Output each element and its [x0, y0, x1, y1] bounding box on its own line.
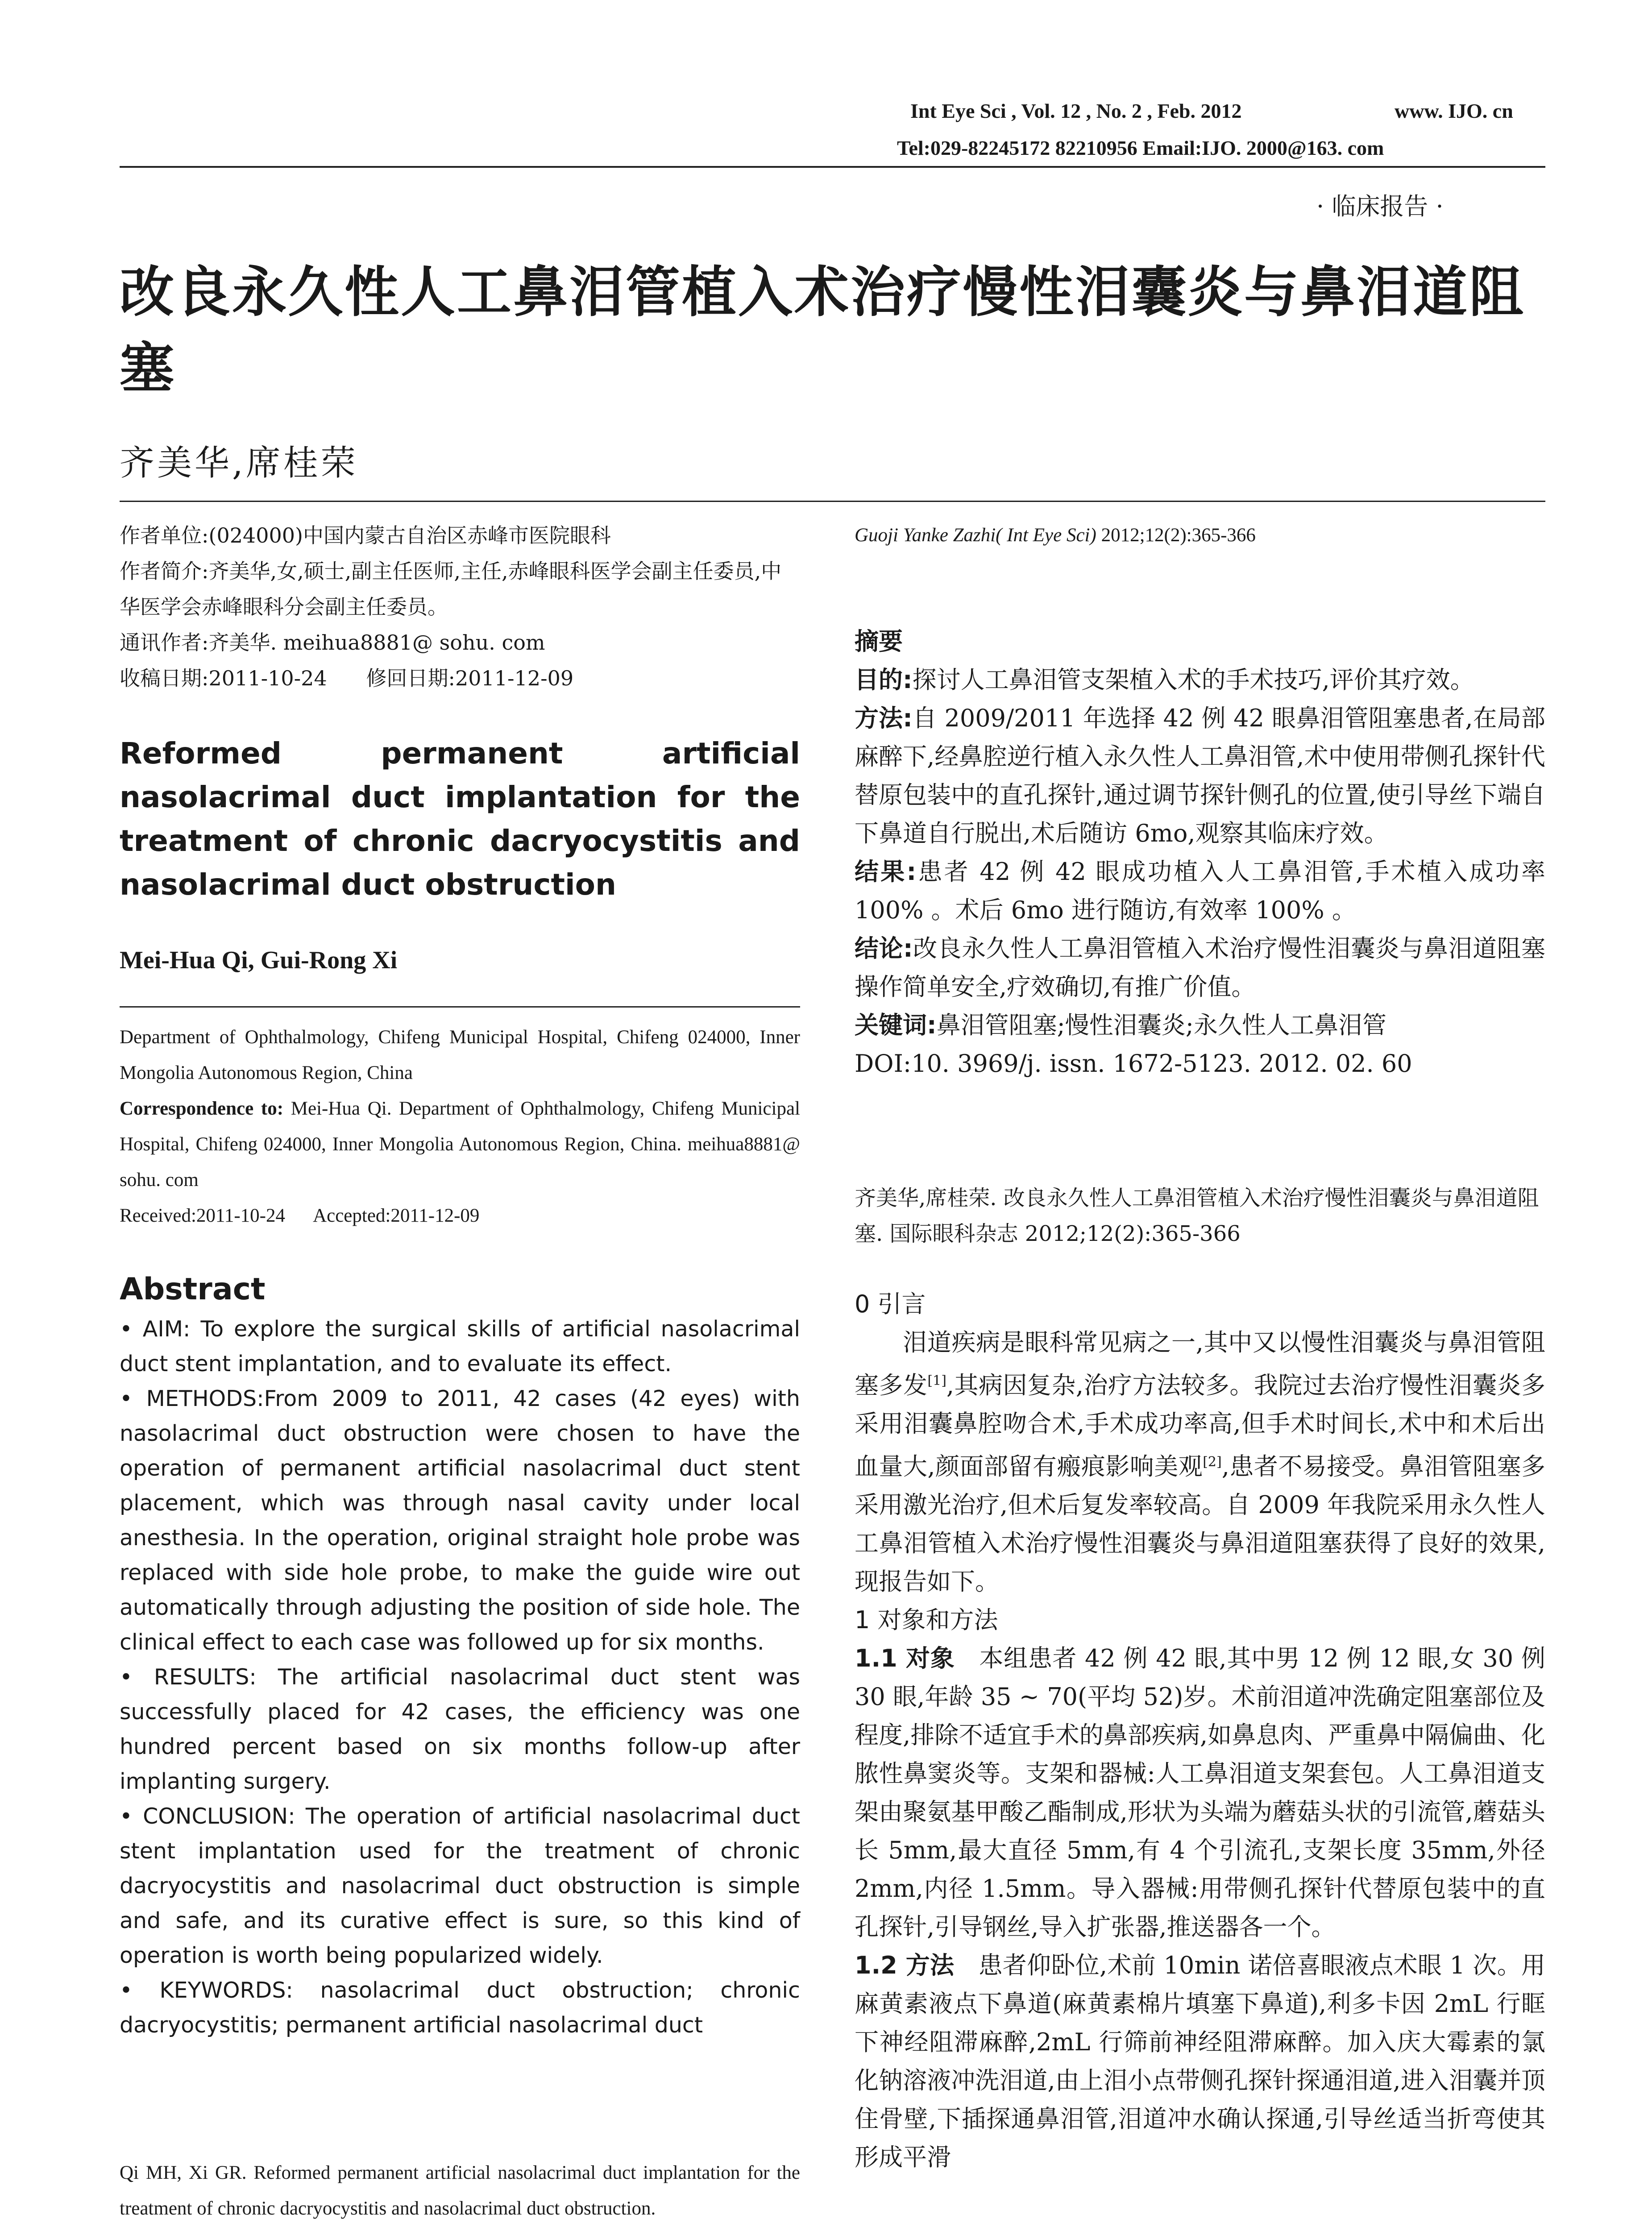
section11-paragraph	[855, 1639, 1545, 1946]
article-title-en: Reformed permanent artificial nasolacrimal duct implantation for the treatment of chronic dacryocystitis and nasolacrimal duct obstruction	[120, 736, 800, 902]
citation-journal: Guoji Yanke Zazhi( Int Eye Sci)	[855, 525, 1096, 546]
title-rule	[120, 501, 1545, 502]
aim-text-cn: 探讨人工鼻泪管支架植入术的手术技巧,评价其疗效。	[912, 666, 1474, 694]
author-unit: 作者单位:(024000)中国内蒙古自治区赤峰市医院眼科	[120, 523, 611, 547]
affiliation-en	[120, 1020, 800, 1234]
ref-1: [1]	[927, 1373, 946, 1389]
citation-en-part1: Qi MH, Xi GR. Reformed permanent artificial nasolacrimal duct implantation for the treatment of chronic dacryocystitis and nasolacrimal duct obstruction.	[120, 2162, 800, 2219]
results-text-cn: 患者 42 例 42 眼成功植入人工鼻泪管,手术植入成功率 100% 。术后 6mo 进行随访,有效率 100% 。	[855, 858, 1545, 924]
abstract-cn-keywords	[855, 1006, 1545, 1045]
section11-text: 本组患者 42 例 42 眼,其中男 12 例 12 眼,女 30 例 30 眼,年龄 35 ~ 70(平均 52)岁。术前泪道冲洗确定阻塞部位及程度,排除不适宜手术的鼻部疾病,如鼻息肉、严重鼻中隔偏曲、化脓性鼻窦炎等。支架和器械:人工鼻泪道支架套包。人工鼻泪道支架由聚氨基甲酸乙酯制成,形状为头端为蘑菇头状的引流管,蘑菇头长 5mm,最大直径 5mm,有 4 个引流孔,支架长度 35mm,外径 2mm,内径 1.5mm。导入器械:用带侧孔探针代替原包装中的直孔探针,引导钢丝,导入扩张器,推送器各一个。	[855, 1644, 1545, 1941]
section-tag: · 临床报告 ·	[1316, 192, 1444, 220]
methods-label-cn: 方法:	[855, 704, 913, 732]
methods-text-cn: 自 2009/2011 年选择 42 例 42 眼鼻泪管阻塞患者,在局部麻醉下,经鼻腔逆行植入永久性人工鼻泪管,术中使用带侧孔探针代替原包装中的直孔探针,通过调节探针侧孔的位置,使引导丝下端自下鼻道自行脱出,术后随访 6mo,观察其临床疗效。	[855, 704, 1545, 847]
abstract-cn-results	[855, 853, 1545, 929]
intro-text-b: ,其病因复杂,治疗方法较多。我院过去治疗慢性泪囊炎多采用泪囊鼻腔吻合术,手术成功率高,但手术时间长,术中和术后出血量大,颜面部留有瘢痕影响美观	[855, 1371, 1546, 1480]
journal-website: www. IJO. cn	[1395, 100, 1513, 122]
abstract-results: • RESULTS: The artificial nasolacrimal duct stent was successfully placed for 42 cases, the efficiency was one hundred percent based on six months follow-up after implanting surgery.	[120, 1664, 800, 1794]
intro-text-a: 泪道疾病是眼科常见病之一,其中又以慢性泪囊炎与鼻泪管阻塞多发	[855, 1328, 1545, 1399]
intro-text-c: ,患者不易接受。鼻泪管阻塞多采用激光治疗,但术后复发率较高。自 2009 年我院采用永久性人工鼻泪管植入术治疗慢性泪囊炎与鼻泪道阻塞获得了良好的效果,现报告如下。	[855, 1452, 1545, 1596]
authors-en: Mei-Hua Qi, Gui-Rong Xi	[120, 946, 398, 974]
journal-contact: Tel:029-82245172 82210956 Email:IJO. 2000@163. com	[897, 137, 1384, 159]
journal-line: Int Eye Sci , Vol. 12 , No. 2 , Feb. 2012	[910, 100, 1242, 122]
section12-paragraph	[855, 1946, 1545, 2177]
section1-heading: 1 对象和方法	[855, 1606, 998, 1634]
correspondence-en	[120, 1091, 800, 1198]
citation-en-left	[120, 2155, 800, 2227]
author-bio: 作者简介:齐美华,女,硕士,副主任医师,主任,赤峰眼科医学会副主任委员,中华医学会赤峰眼科分会副主任委员。	[120, 559, 782, 619]
citation-en-right	[855, 518, 1545, 553]
doi: DOI:10. 3969/j. issn. 1672-5123. 2012. 02. 60	[855, 1049, 1412, 1078]
article-title-cn: 改良永久性人工鼻泪管植入术治疗慢性泪囊炎与鼻泪道阻塞	[120, 261, 1525, 400]
section11-label: 1.1 对象	[855, 1644, 955, 1672]
abstract-cn-methods	[855, 699, 1545, 853]
main-text	[855, 1285, 1545, 2177]
abstract-keywords: • KEYWORDS: nasolacrimal duct obstruction; chronic dacryocystitis; permanent artificial nasolacrimal duct	[120, 1978, 800, 2038]
abstract-en	[120, 1312, 800, 2043]
department-en: Department of Ophthalmology, Chifeng Municipal Hospital, Chifeng 024000, Inner Mongolia Autonomous Region, China	[120, 1027, 800, 1083]
abstract-methods: • METHODS:From 2009 to 2011, 42 cases (42 eyes) with nasolacrimal duct obstruction were chosen to have the operation of permanent artificial nasolacrimal duct stent placement, which was through nasal cavity under local anesthesia. In the operation, original straight hole probe was replaced with side hole probe, to make the guide wire out automatically through adjusting the position of side hole. The clinical effect to each case was followed up for six months.	[120, 1386, 800, 1655]
abstract-cn-conclusion	[855, 929, 1545, 1006]
conclusion-label-cn: 结论:	[855, 934, 913, 962]
header-rule	[120, 166, 1545, 168]
correspondence-text: Mei-Hua Qi. Department of Ophthalmology, Chifeng Municipal Hospital, Chifeng 024000, Inner Mongolia Autonomous Region, China. meihua8881@ sohu. com	[120, 1098, 800, 1190]
authors-rule	[120, 1006, 800, 1008]
author-info-cn	[120, 518, 800, 696]
abstract-cn	[855, 622, 1545, 1083]
section12-text: 患者仰卧位,术前 10min 诺倍喜眼液点术眼 1 次。用麻黄素液点下鼻道(麻黄素棉片填塞下鼻道),利多卡因 2mL 行眶下神经阻滞麻醉,2mL 行筛前神经阻滞麻醉。加入庆大霉素的氯化钠溶液冲洗泪道,由上泪小点带侧孔探针探通泪道,进入泪囊并顶住骨壁,下插探通鼻泪管,泪道冲水确认探通,引导丝适当折弯使其形成平滑	[855, 1951, 1545, 2171]
section12-label: 1.2 方法	[855, 1951, 955, 1979]
dates-en: Received:2011-10-24 Accepted:2011-12-09	[120, 1205, 480, 1226]
dates-cn: 收稿日期:2011-10-24 修回日期:2011-12-09	[120, 666, 574, 690]
abstract-conclusion: • CONCLUSION: The operation of artificial nasolacrimal duct stent implantation used for the treatment of chronic dacryocystitis and nasolacrimal duct obstruction is simple and safe, and its curative effect is sure, so this kind of operation is worth being popularized widely.	[120, 1804, 800, 1968]
abstract-heading-en: Abstract	[120, 1272, 266, 1307]
abstract-cn-aim	[855, 661, 1545, 699]
correspondence-label: Correspondence to:	[120, 1098, 284, 1119]
ref-2: [2]	[1203, 1454, 1222, 1470]
abstract-heading-cn: 摘要	[855, 627, 903, 655]
conclusion-text-cn: 改良永久性人工鼻泪管植入术治疗慢性泪囊炎与鼻泪道阻塞操作简单安全,疗效确切,有推广价值。	[855, 934, 1545, 1001]
keywords-text-cn: 鼻泪管阻塞;慢性泪囊炎;永久性人工鼻泪管	[936, 1011, 1386, 1039]
results-label-cn: 结果:	[855, 858, 917, 886]
citation-cn: 齐美华,席桂荣. 改良永久性人工鼻泪管植入术治疗慢性泪囊炎与鼻泪道阻塞. 国际眼科杂志 2012;12(2):365-366	[855, 1186, 1539, 1246]
aim-label-cn: 目的:	[855, 666, 913, 694]
keywords-label-cn: 关键词:	[855, 1011, 937, 1039]
intro-heading: 0 引言	[855, 1290, 926, 1318]
authors-cn: 齐美华,席桂荣	[120, 443, 358, 483]
corresponding-author-cn: 通讯作者:齐美华. meihua8881@ sohu. com	[120, 630, 545, 655]
citation-en-part2: 2012;12(2):365-366	[1096, 525, 1256, 546]
abstract-aim: • AIM: To explore the surgical skills of artificial nasolacrimal duct stent implantation, and to evaluate its effect.	[120, 1316, 800, 1377]
intro-paragraph	[855, 1323, 1545, 1601]
